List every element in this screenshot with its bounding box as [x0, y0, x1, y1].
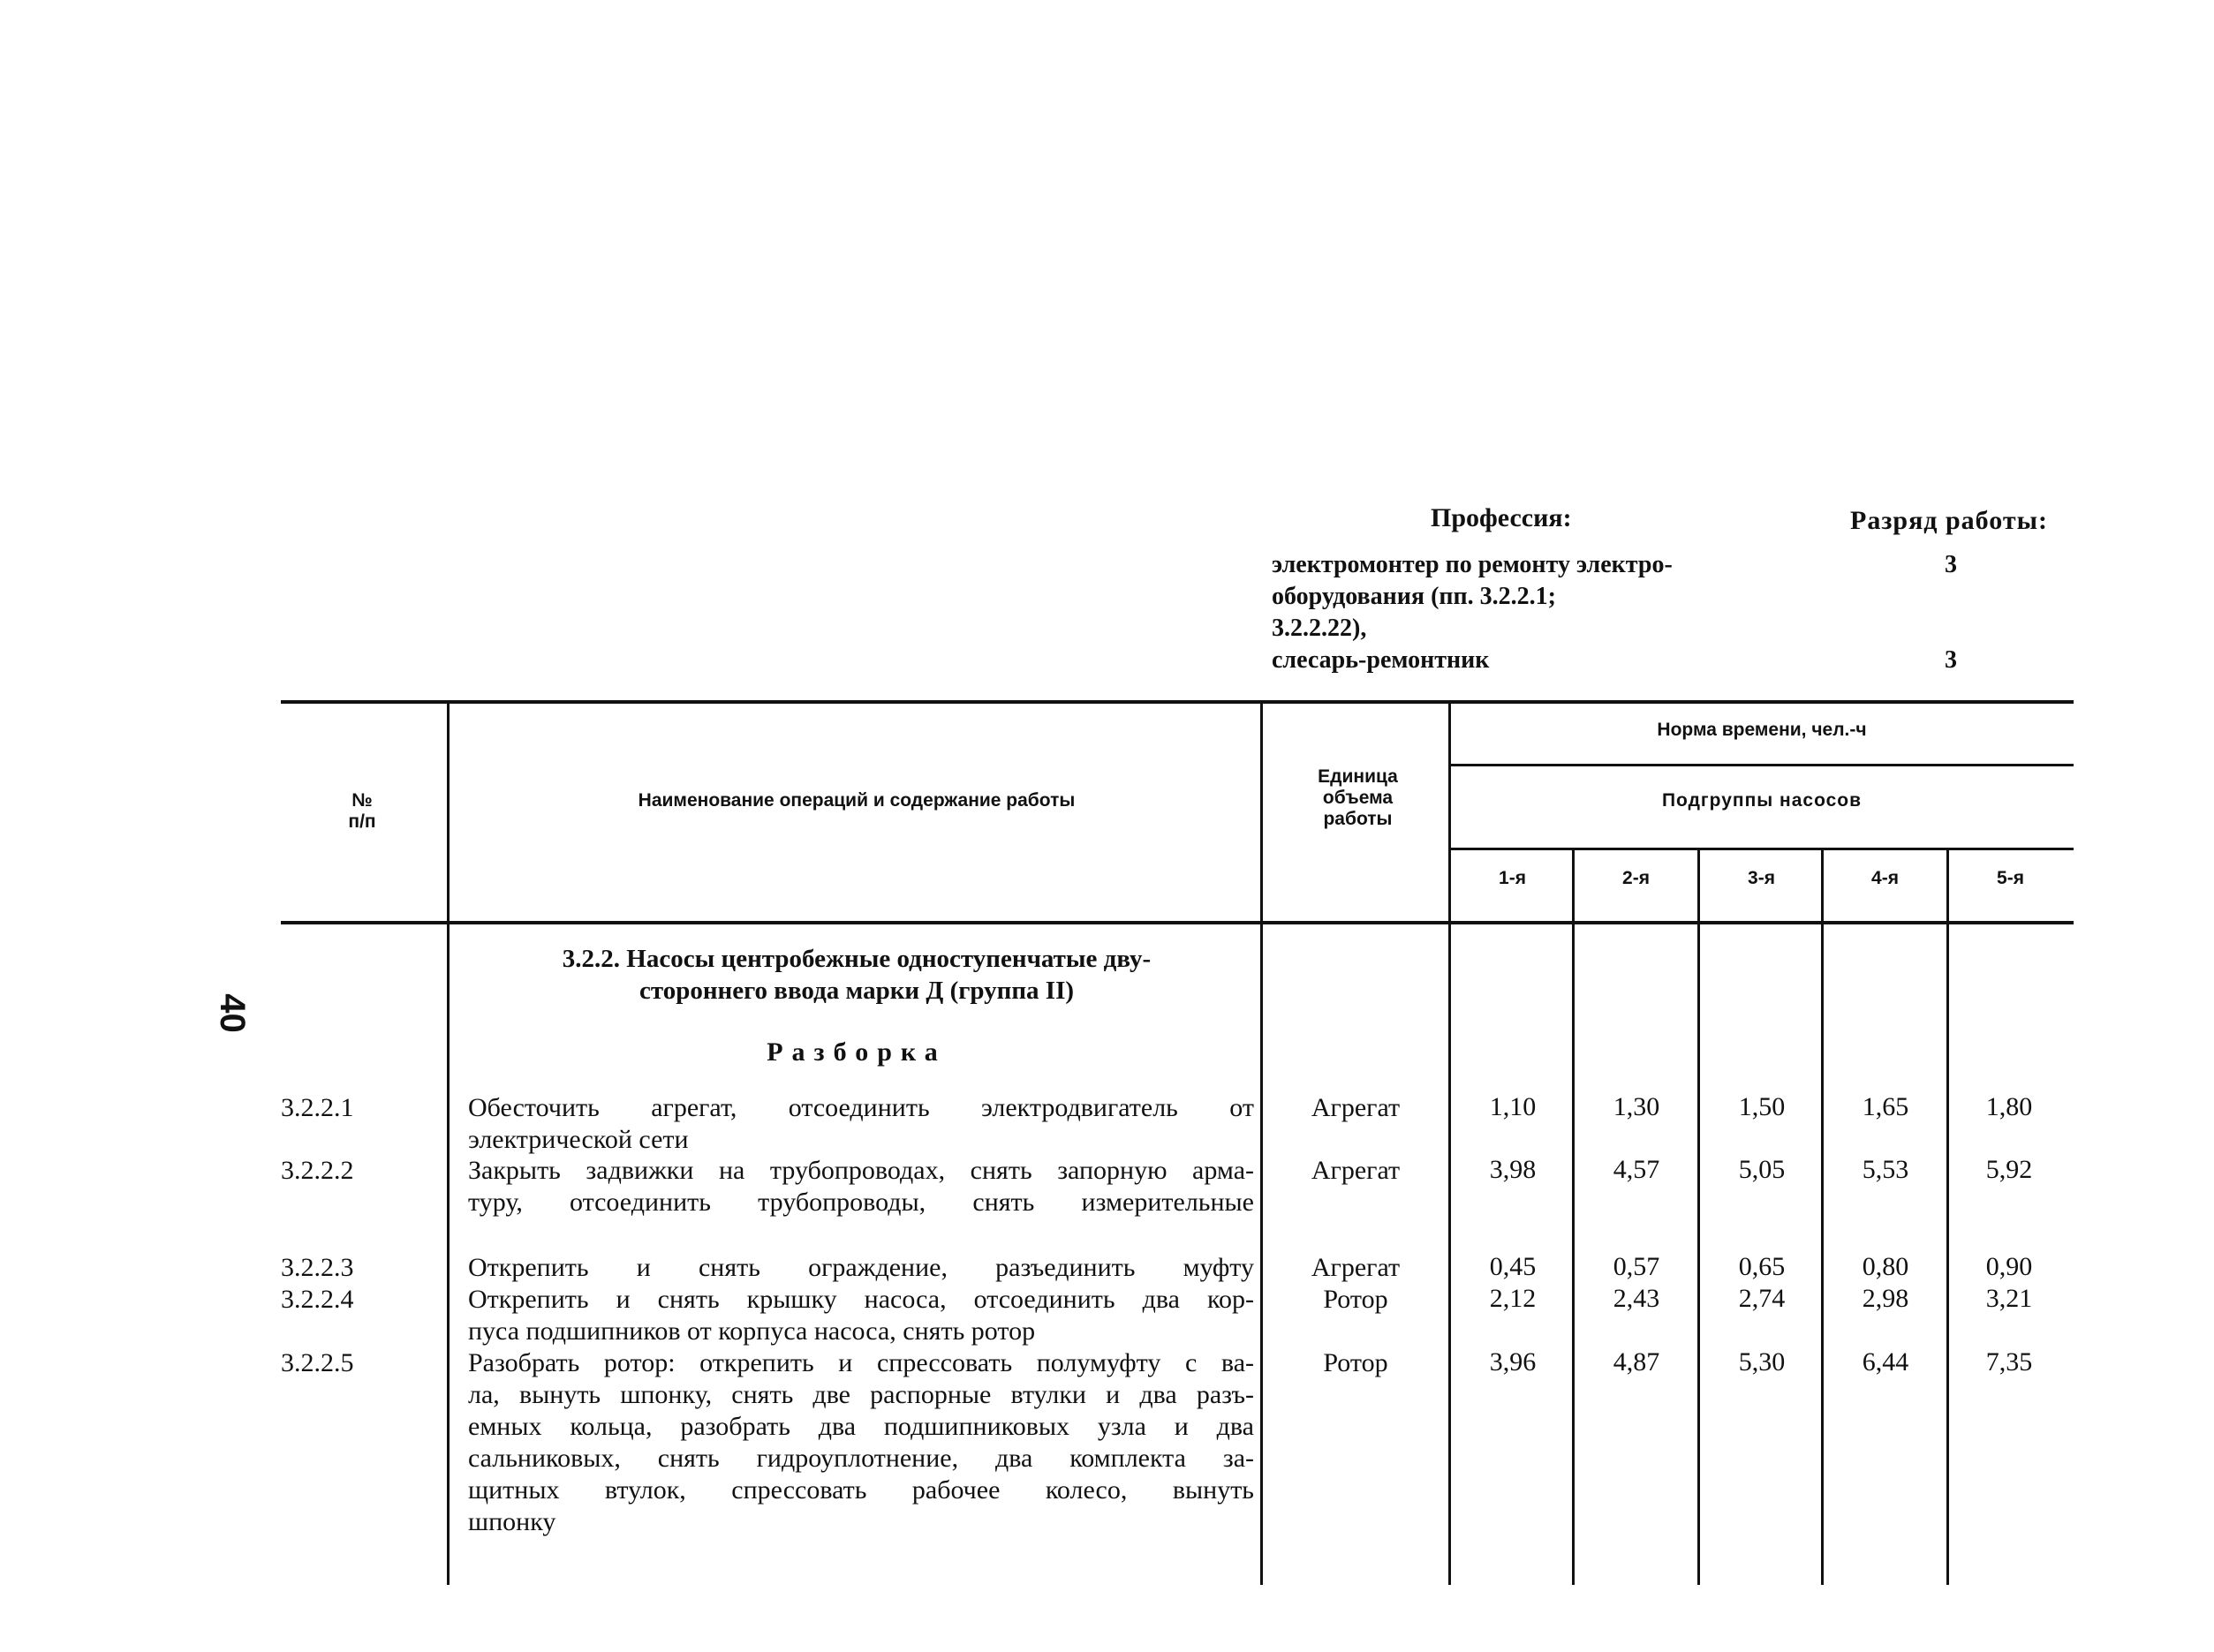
row-2-value-3: 5,05 — [1738, 1155, 1786, 1184]
subgroup-rule — [1448, 848, 2074, 850]
row-4-value-4: 2,98 — [1862, 1284, 1909, 1313]
col-divider-1 — [447, 702, 450, 1585]
grade-label: Разряд работы: — [1850, 506, 2049, 535]
row-4-text — [468, 1284, 1254, 1347]
row-3-no: 3.2.2.3 — [281, 1253, 354, 1282]
row-5-line3: емных кольца, разобрать два подшипниковых узла и два — [468, 1412, 1254, 1441]
profession-2-grade: 3 — [1945, 646, 1957, 674]
row-2-value-5: 5,92 — [1985, 1155, 2033, 1184]
col-divider-3 — [1448, 702, 1451, 1585]
row-4-line1: Открепить и снять крышку насоса, отсоединить два кор- — [468, 1285, 1254, 1314]
norm-header: Норма времени, чел.-ч — [1657, 720, 1867, 740]
subgroup-2: 2-я — [1622, 868, 1650, 888]
row-2-value-2: 4,57 — [1613, 1155, 1660, 1184]
row-1-value-4: 1,65 — [1862, 1092, 1909, 1121]
page-number: 40 — [212, 993, 252, 1033]
row-4-value-1: 2,12 — [1489, 1284, 1537, 1313]
profession-1-grade: 3 — [1945, 551, 1957, 578]
row-1-line1: Обесточить агрегат, отсоединить электродвигатель от — [468, 1093, 1254, 1122]
row-1-no: 3.2.2.1 — [281, 1093, 354, 1122]
row-5-line2: ла, вынуть шпонку, снять две распорные втулки и два разъ- — [468, 1380, 1254, 1409]
row-1-unit: Агрегат — [1311, 1093, 1401, 1122]
row-1-value-5: 1,80 — [1985, 1092, 2033, 1121]
row-4-unit: Ротор — [1323, 1285, 1388, 1314]
col-divider-7 — [1946, 849, 1949, 1585]
row-5-line6: шпонку — [468, 1507, 556, 1536]
subgroup-5: 5-я — [1997, 868, 2024, 888]
row-3-value-1: 0,45 — [1489, 1252, 1537, 1281]
col-no-header — [300, 790, 424, 833]
row-3-value-3: 0,65 — [1738, 1252, 1786, 1281]
row-1-value-1: 1,10 — [1489, 1092, 1537, 1121]
profession-2-name: слесарь-ремонтник — [1272, 646, 1490, 674]
table-top-rule — [281, 700, 2074, 704]
subgroup-3: 3-я — [1748, 868, 1775, 888]
row-3-value-2: 0,57 — [1613, 1252, 1660, 1281]
row-2-no: 3.2.2.2 — [281, 1156, 354, 1185]
col-unit-header — [1272, 766, 1444, 830]
row-3-line1: Открепить и снять ограждение, разъединить муфту — [468, 1253, 1254, 1282]
col-unit-line3: работы — [1323, 809, 1393, 829]
section-title-line2: стороннего ввода марки Д (группа II) — [639, 977, 1075, 1005]
row-4-value-2: 2,43 — [1613, 1284, 1660, 1313]
row-2-value-4: 5,53 — [1862, 1155, 1909, 1184]
row-5-text — [468, 1347, 1254, 1538]
row-1-value-2: 1,30 — [1613, 1092, 1660, 1121]
header-bottom-rule — [281, 921, 2074, 924]
row-4-no: 3.2.2.4 — [281, 1285, 354, 1314]
row-3-value-5: 0,90 — [1985, 1252, 2033, 1281]
row-3-unit: Агрегат — [1311, 1253, 1401, 1282]
row-2-text — [468, 1155, 1254, 1218]
row-2-value-1: 3,98 — [1489, 1155, 1537, 1184]
row-5-line1: Разобрать ротор: открепить и спрессовать полумуфту с ва- — [468, 1348, 1254, 1377]
row-5-value-3: 5,30 — [1738, 1347, 1786, 1377]
row-1-line2: электрической сети — [468, 1125, 689, 1154]
row-2-line1: Закрыть задвижки на трубопроводах, снять запорную арма- — [468, 1156, 1254, 1185]
row-5-value-2: 4,87 — [1613, 1347, 1660, 1377]
col-divider-4 — [1572, 849, 1575, 1585]
subgroups-header: Подгруппы насосов — [1661, 790, 1863, 811]
row-3-text — [468, 1252, 1254, 1284]
section-subtitle: Разборка — [767, 1037, 947, 1067]
row-1-text — [468, 1092, 1254, 1156]
subgroup-4: 4-я — [1871, 868, 1899, 888]
col-unit-line1: Единица — [1318, 766, 1398, 787]
row-3-value-4: 0,80 — [1862, 1252, 1909, 1281]
col-divider-5 — [1697, 849, 1700, 1585]
row-2-unit: Агрегат — [1311, 1156, 1401, 1185]
col-divider-6 — [1821, 849, 1824, 1585]
row-2-line2: туру, отсоединить трубопроводы, снять измерительные — [468, 1188, 1254, 1217]
row-4-value-3: 2,74 — [1738, 1284, 1786, 1313]
row-1-value-3: 1,50 — [1738, 1092, 1786, 1121]
section-title — [459, 943, 1254, 1007]
row-4-line2: пуса подшипников от корпуса насоса, снять ротор — [468, 1316, 1036, 1346]
col-name-header: Наименование операций и содержание работы — [638, 790, 1076, 811]
col-unit-line2: объема — [1322, 788, 1394, 808]
norm-rule — [1448, 764, 2074, 766]
row-5-value-1: 3,96 — [1489, 1347, 1537, 1377]
row-5-line4: сальниковых, снять гидроуплотнение, два комплекта за- — [468, 1444, 1254, 1473]
row-5-no: 3.2.2.5 — [281, 1348, 354, 1377]
row-5-unit: Ротор — [1323, 1348, 1388, 1377]
profession-1-line1: электромонтер по ремонту электро- — [1272, 551, 1673, 578]
col-no-line1: № — [351, 790, 373, 811]
row-4-value-5: 3,21 — [1985, 1284, 2033, 1313]
row-5-value-5: 7,35 — [1985, 1347, 2033, 1377]
profession-1-line3: 3.2.2.22), — [1272, 615, 1367, 642]
col-no-line2: п/п — [348, 811, 376, 832]
row-5-value-4: 6,44 — [1862, 1347, 1909, 1377]
profession-label: Профессия: — [1431, 503, 1572, 532]
row-5-line5: щитных втулок, спрессовать рабочее колесо, вынуть — [468, 1475, 1254, 1505]
col-divider-2 — [1260, 702, 1263, 1585]
profession-1-line2: оборудования (пп. 3.2.2.1; — [1272, 583, 1556, 610]
section-title-line1: 3.2.2. Насосы центробежные одноступенчатые дву- — [562, 945, 1152, 973]
subgroup-1: 1-я — [1499, 868, 1526, 888]
